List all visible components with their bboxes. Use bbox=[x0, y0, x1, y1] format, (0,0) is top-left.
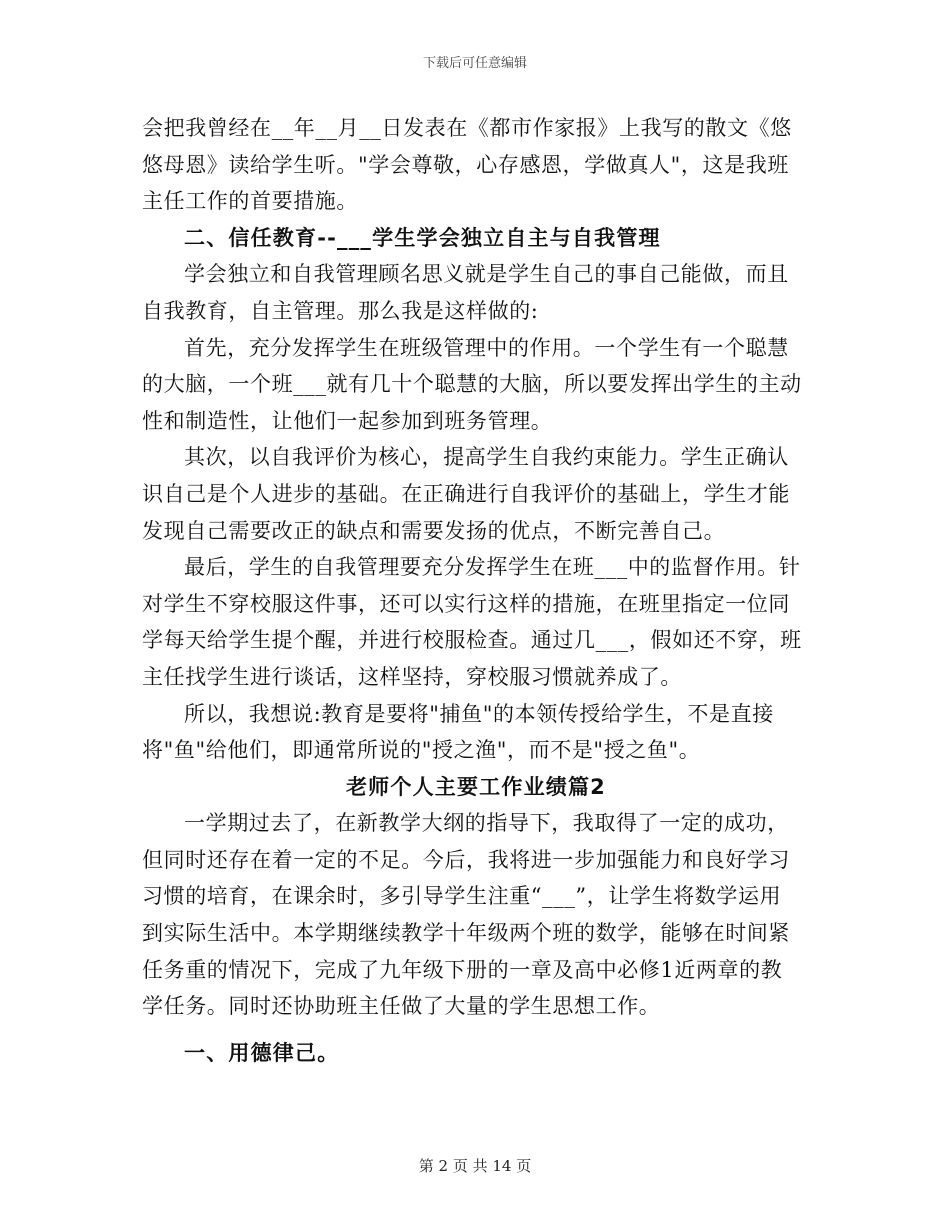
page-number: 第 2 页 共 14 页 bbox=[418, 1157, 532, 1175]
paragraph-line: 首先，充分发挥学生在班级管理中的作用。一个学生有一个聪慧 bbox=[184, 335, 789, 360]
article-title: 老师个人主要工作业绩篇2 bbox=[345, 774, 606, 799]
paragraph-line: 主任工作的首要措施。 bbox=[142, 189, 358, 214]
paragraph-line: 会把我曾经在__年__月__日发表在《都市作家报》上我写的散文《悠 bbox=[142, 116, 792, 140]
paragraph-line: 学任务。同时还协助班主任做了大量的学生思想工作。 bbox=[142, 994, 661, 1019]
document-body bbox=[142, 110, 810, 1071]
paragraph-line: 一学期过去了，在新教学大纲的指导下，我取得了一定的成功， bbox=[184, 811, 789, 836]
paragraph-line: 所以，我想说:教育是要将"捕鱼"的本领传授给学生，不是直接 bbox=[184, 701, 774, 726]
paragraph-line: 习惯的培育，在课余时，多引导学生注重“___”，让学生将数学运用 bbox=[142, 884, 782, 909]
section-heading-morality: 一、用德律己。 bbox=[184, 1040, 340, 1065]
paragraph-line: 的大脑，一个班___就有几十个聪慧的大脑，所以要发挥出学生的主动 bbox=[142, 372, 802, 397]
paragraph-line: 悠母恩》读给学生听。"学会尊敬，心存感恩，学做真人"，这是我班 bbox=[142, 152, 789, 177]
paragraph-line: 主任找学生进行谈话，这样坚持，穿校服习惯就养成了。 bbox=[142, 664, 682, 689]
paragraph-line: 其次，以自我评价为核心，提高学生自我约束能力。学生正确认 bbox=[184, 445, 789, 470]
paragraph-line: 识自己是个人进步的基础。在正确进行自我评价的基础上，学生才能 bbox=[142, 481, 790, 506]
section-heading-trust-education: 二、信任教育--___学生学会独立自主与自我管理 bbox=[184, 225, 661, 250]
paragraph-line: 最后，学生的自我管理要充分发挥学生在班___中的监督作用。针 bbox=[184, 555, 801, 580]
paragraph-line: 学会独立和自我管理顾名思义就是学生自己的事自己能做，而且 bbox=[184, 262, 789, 287]
paragraph-line: 任务重的情况下，完成了九年级下册的一章及高中必修1近两章的教 bbox=[142, 957, 783, 982]
paragraph-line: 性和制造性，让他们一起参加到班务管理。 bbox=[142, 408, 553, 433]
paragraph-line: 对学生不穿校服这件事，还可以实行这样的措施，在班里指定一位同 bbox=[142, 591, 790, 616]
paragraph-line: 将"鱼"给他们，即通常所说的"授之渔"，而不是"授之鱼"。 bbox=[142, 738, 701, 763]
paragraph-line: 发现自己需要改正的缺点和需要发扬的优点，不断完善自己。 bbox=[142, 518, 726, 543]
paragraph-line: 自我教育，自主管理。那么我是这样做的: bbox=[142, 298, 539, 323]
paragraph-line: 到实际生活中。本学期继续教学十年级两个班的数学，能够在时间紧 bbox=[142, 921, 790, 946]
paragraph-line: 但同时还存在着一定的不足。今后，我将进一步加强能力和良好学习 bbox=[142, 847, 790, 872]
header-note: 下载后可任意编辑 bbox=[422, 56, 527, 71]
paragraph-line: 学每天给学生提个醒，并进行校服检查。通过几___，假如还不穿，班 bbox=[142, 628, 802, 653]
